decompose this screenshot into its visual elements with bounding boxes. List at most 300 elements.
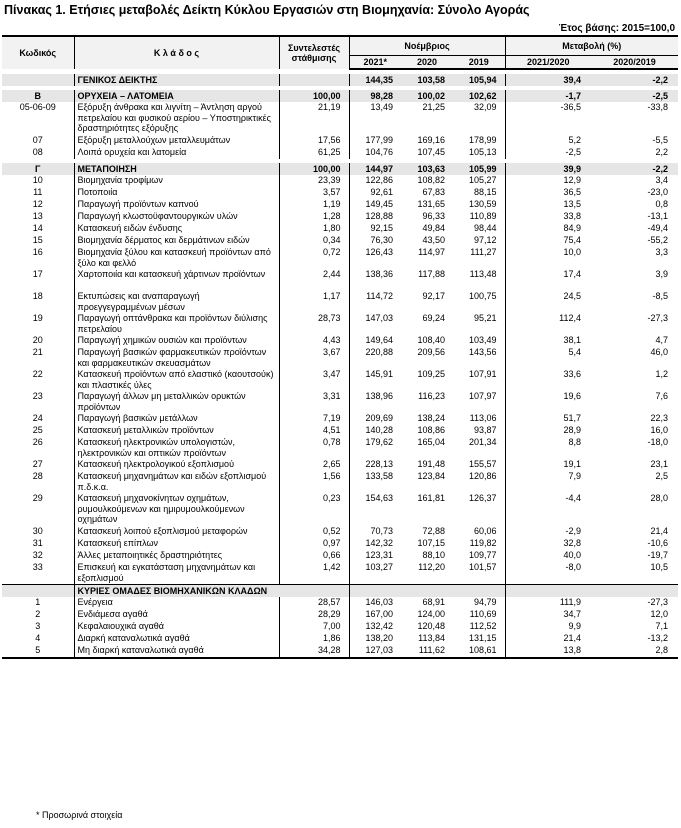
table-row	[2, 493, 678, 526]
row-weight	[279, 74, 349, 86]
row-value-2020: 103,58	[417, 74, 445, 85]
row-code: 08	[32, 147, 43, 157]
row-change-2020-2019: -23,0	[647, 187, 668, 197]
row-sector: Κατασκευή ηλεκτρολογικού εξοπλισμού	[74, 459, 279, 471]
row-value-2020: 114,97	[418, 247, 445, 257]
row-weight: 0,34	[279, 235, 349, 247]
turnover-index-table	[2, 35, 678, 659]
row-code: 24	[32, 413, 43, 423]
row-value-2020: 107,45	[417, 147, 445, 157]
row-value-2021: 144,35	[349, 74, 401, 86]
row-value-2020: 107,15	[417, 538, 445, 548]
row-value-2021: 140,28	[349, 425, 401, 437]
table-row	[2, 199, 678, 211]
row-code: 30	[32, 526, 43, 536]
table-row	[2, 621, 678, 633]
row-sector: Ενδιάμεσα αγαθά	[74, 609, 279, 621]
row-weight: 0,72	[279, 247, 349, 269]
row-sector: Εκτυπώσεις και αναπαραγωγή προεγγεγραμμένων μέσων	[74, 291, 279, 313]
row-change-2020-2019: -2,2	[652, 74, 668, 85]
row-value-2021: 138,96	[349, 391, 401, 413]
row-value-2021: 138,20	[349, 633, 401, 645]
row-value-2019: 102,62	[468, 90, 497, 101]
header-year-2019: 2019	[453, 56, 505, 70]
row-change-2020-2019: 3,4	[655, 175, 668, 185]
row-change-2021-2020: 111,9	[505, 597, 591, 609]
row-change-2020-2019: -19,7	[647, 550, 668, 560]
table-row	[2, 291, 678, 313]
row-value-2019: 201,34	[468, 437, 497, 447]
row-weight: 1,17	[279, 291, 349, 313]
row-value-2021: 123,31	[349, 550, 401, 562]
row-code: B	[34, 90, 41, 101]
row-change-2021-2020: 34,7	[505, 609, 591, 621]
row-change-2020-2019: -2,5	[652, 90, 668, 101]
row-sector: Κεφαλαιουχικά αγαθά	[74, 621, 279, 633]
row-change-2020-2019: 1,2	[655, 369, 668, 379]
row-value-2019: 113,06	[469, 413, 497, 423]
row-sector: Ενέργεια	[74, 597, 279, 609]
row-weight: 3,31	[279, 391, 349, 413]
row-weight: 0,78	[279, 437, 349, 459]
row-change-2020-2019: -27,3	[647, 313, 668, 323]
table-row	[2, 247, 678, 269]
row-sector: Παραγωγή άλλων μη μεταλλικών ορυκτών προϊόντων	[74, 391, 279, 413]
row-change-2021-2020: 38,1	[505, 335, 591, 347]
row-value-2020: 117,88	[418, 269, 445, 279]
row-value-2019: 111,27	[470, 247, 497, 257]
row-code: 27	[32, 459, 43, 469]
row-sector: ΟΡΥΧΕΙΑ – ΛΑΤΟΜΕΙΑ	[74, 90, 279, 102]
row-change-2020-2019: 23,1	[650, 459, 668, 469]
row-value-2020: 109,25	[417, 369, 445, 379]
header-change-2020-2019: 2020/2019	[591, 56, 678, 70]
row-value-2019: 130,59	[468, 199, 497, 209]
row-value-2021: 146,03	[349, 597, 401, 609]
row-change-2020-2019: -10,6	[647, 538, 668, 548]
row-value-2019: 178,99	[468, 135, 497, 145]
row-change-2020-2019: 10,5	[650, 562, 668, 572]
table-row	[2, 633, 678, 645]
row-sector: Εξόρυξη άνθρακα και λιγνίτη – Άντληση αργού πετρελαίου και φυσικού αερίου – Υποστηρικτικές δραστηριότητες εξόρυξης	[74, 102, 279, 135]
row-value-2019: 100,75	[468, 291, 497, 301]
row-weight: 34,28	[279, 645, 349, 658]
row-change-2020-2019: -5,5	[652, 135, 668, 145]
row-value-2019: 94,79	[473, 597, 497, 607]
row-sector: Παραγωγή προϊόντων καπνού	[74, 199, 279, 211]
row-weight: 0,66	[279, 550, 349, 562]
row-value-2019: 109,77	[468, 550, 497, 560]
row-change-2021-2020: 7,9	[505, 471, 591, 493]
row-change-2020-2019: -33,8	[647, 102, 668, 112]
row-code: 21	[32, 347, 43, 357]
row-value-2020: 169,16	[417, 135, 445, 145]
row-sector: Μη διαρκή καταναλωτικά αγαθά	[74, 645, 279, 658]
table-row	[2, 102, 678, 135]
row-sector: Ποτοποιία	[74, 187, 279, 199]
row-value-2021: 228,13	[349, 459, 401, 471]
row-change-2020-2019: 7,1	[655, 621, 668, 631]
row-weight: 28,29	[279, 609, 349, 621]
row-change-2020-2019: 2,5	[655, 471, 668, 481]
row-weight: 0,97	[279, 538, 349, 550]
row-change-2021-2020: 5,4	[505, 347, 591, 369]
row-value-2021: 127,03	[349, 645, 401, 658]
row-change-2020-2019: 28,0	[650, 493, 668, 503]
row-value-2021: 144,97	[349, 163, 401, 175]
row-value-2021: 154,63	[349, 493, 401, 526]
row-sector: ΜΕΤΑΠΟΙΗΣΗ	[74, 163, 279, 175]
row-value-2020: 138,24	[417, 413, 445, 423]
row-code: 32	[32, 550, 43, 560]
row-sector: Κατασκευή ηλεκτρονικών υπολογιστών, ηλεκτρονικών και οπτικών προϊόντων	[74, 437, 279, 459]
row-value-2021: 167,00	[349, 609, 401, 621]
table-row	[2, 609, 678, 621]
row-sector: Κατασκευή ειδών ένδυσης	[74, 223, 279, 235]
row-value-2020: 191,48	[417, 459, 445, 469]
row-weight: 100,00	[279, 90, 349, 102]
row-weight: 1,56	[279, 471, 349, 493]
row-sector: Παραγωγή κλωστοϋφαντουργικών υλών	[74, 211, 279, 223]
table-row	[2, 335, 678, 347]
row-change-2021-2020: 24,5	[505, 291, 591, 313]
row-change-2021-2020: -4,4	[505, 493, 591, 526]
table-row	[2, 597, 678, 609]
row-value-2021: 142,32	[349, 538, 401, 550]
row-code: 12	[32, 199, 43, 209]
table-row	[2, 235, 678, 247]
table-row	[2, 347, 678, 369]
manufacturing-section-row	[2, 163, 678, 175]
row-change-2020-2019: -2,2	[652, 163, 668, 174]
row-change-2021-2020: 19,6	[505, 391, 591, 413]
row-sector: Άλλες μεταποιητικές δραστηριότητες	[74, 550, 279, 562]
row-weight: 23,39	[279, 175, 349, 187]
row-code: 15	[32, 235, 43, 245]
row-change-2021-2020: 13,5	[505, 199, 591, 211]
row-value-2020: 112,20	[418, 562, 445, 572]
row-value-2020: 111,62	[401, 645, 453, 658]
row-value-2020: 21,25	[422, 102, 445, 112]
row-value-2020: 103,63	[417, 163, 445, 174]
row-value-2021: 98,28	[349, 90, 401, 102]
row-sector: Λοιπά ορυχεία και λατομεία	[74, 147, 279, 159]
row-value-2021: 149,64	[349, 335, 401, 347]
row-value-2020: 69,24	[422, 313, 445, 323]
row-value-2019: 105,99	[468, 163, 497, 174]
row-value-2021: 147,03	[349, 313, 401, 335]
general-index-row	[2, 74, 678, 86]
row-code: 28	[32, 471, 43, 481]
table-row	[2, 313, 678, 335]
row-value-2020: 120,48	[417, 621, 445, 631]
row-value-2020: 49,84	[422, 223, 445, 233]
row-value-2021: 122,86	[349, 175, 401, 187]
row-change-2020-2019: 22,3	[650, 413, 668, 423]
row-code: 23	[32, 391, 43, 401]
row-weight: 28,57	[279, 597, 349, 609]
row-value-2021: 126,43	[349, 247, 401, 269]
row-code: 26	[32, 437, 43, 447]
row-sector: Κατασκευή μεταλλικών προϊόντων	[74, 425, 279, 437]
row-change-2020-2019: -13,1	[647, 211, 668, 221]
row-sector: Παραγωγή βασικών μετάλλων	[74, 413, 279, 425]
row-value-2020: 72,88	[422, 526, 445, 536]
row-sector: ΓΕΝΙΚΟΣ ΔΕΙΚΤΗΣ	[74, 74, 279, 86]
row-change-2020-2019: 4,7	[655, 335, 668, 345]
header-weight-line2: στάθμισης	[291, 53, 337, 63]
row-value-2020: 92,17	[422, 291, 445, 301]
row-value-2021: 70,73	[349, 526, 401, 538]
row-code: 11	[33, 187, 43, 197]
row-change-2021-2020: 8,8	[505, 437, 591, 459]
row-sector: Παραγωγή βασικών φαρμακευτικών προϊόντων και φαρμακευτικών σκευασμάτων	[74, 347, 279, 369]
row-value-2019: 107,91	[468, 369, 497, 379]
row-value-2019: 103,49	[468, 335, 497, 345]
row-value-2019: 98,44	[473, 223, 497, 233]
row-weight: 21,19	[279, 102, 349, 135]
row-value-2019: 113,48	[469, 269, 497, 279]
row-sector: Βιομηχανία τροφίμων	[74, 175, 279, 187]
footnote: * Προσωρινά στοιχεία	[36, 810, 123, 820]
row-weight: 4,51	[279, 425, 349, 437]
row-code: 18	[32, 291, 43, 301]
row-change-2020-2019: 12,0	[650, 609, 668, 619]
manufacturing-rows	[2, 175, 678, 585]
row-sector: Κατασκευή προϊόντων από ελαστικό (καουτσούκ) και πλαστικές ύλες	[74, 369, 279, 391]
row-change-2021-2020: 9,9	[505, 621, 591, 633]
header-year-2020: 2020	[401, 56, 453, 70]
row-weight: 0,23	[279, 493, 349, 526]
row-value-2019: 105,13	[468, 147, 497, 157]
row-value-2020: 131,65	[417, 199, 445, 209]
header-month: Νοέμβριος	[349, 36, 505, 56]
row-change-2020-2019: 21,4	[650, 526, 668, 536]
table-row	[2, 526, 678, 538]
row-value-2020: 124,00	[417, 609, 445, 619]
row-code: 5	[2, 645, 74, 658]
row-value-2021: 103,27	[349, 562, 401, 585]
row-value-2019: 112,52	[469, 621, 497, 631]
row-sector: Παραγωγή οπτάνθρακα και προϊόντων διύλισης πετρελαίου	[74, 313, 279, 335]
row-value-2019: 95,21	[473, 313, 497, 323]
row-weight: 3,67	[279, 347, 349, 369]
row-sector: Παραγωγή χημικών ουσιών και προϊόντων	[74, 335, 279, 347]
table-row	[2, 562, 678, 585]
row-value-2021: 138,36	[349, 269, 401, 291]
row-change-2021-2020: 40,0	[505, 550, 591, 562]
row-sector: Κατασκευή επίπλων	[74, 538, 279, 550]
row-change-2020-2019: -27,3	[647, 597, 668, 607]
row-change-2020-2019: -18,0	[647, 437, 668, 447]
row-value-2021: 92,61	[349, 187, 401, 199]
table-row	[2, 391, 678, 413]
row-weight: 28,73	[279, 313, 349, 335]
table-row	[2, 269, 678, 291]
row-change-2020-2019: 3,9	[655, 269, 668, 279]
row-change-2021-2020: 10,0	[505, 247, 591, 269]
row-change-2020-2019: -55,2	[647, 235, 668, 245]
row-change-2020-2019: 16,0	[650, 425, 668, 435]
row-code: 3	[35, 621, 41, 631]
table-row	[2, 413, 678, 425]
row-value-2020: 67,83	[422, 187, 445, 197]
row-value-2021: 220,88	[349, 347, 401, 369]
header-change: Μεταβολή (%)	[505, 36, 678, 56]
row-change-2021-2020: 39,9	[505, 163, 591, 175]
row-change-2021-2020: 28,9	[505, 425, 591, 437]
mining-rows	[2, 102, 678, 159]
row-change-2020-2019: -49,4	[647, 223, 668, 233]
row-value-2020: 209,56	[417, 347, 445, 357]
row-value-2021: 149,45	[349, 199, 401, 211]
row-weight: 3,57	[279, 187, 349, 199]
row-code: 16	[32, 247, 43, 257]
group-rows	[2, 597, 678, 658]
row-code: 13	[32, 211, 43, 221]
row-sector: Διαρκή καταναλωτικά αγαθά	[74, 633, 279, 645]
row-weight: 3,47	[279, 369, 349, 391]
row-weight: 2,65	[279, 459, 349, 471]
row-weight: 1,42	[279, 562, 349, 585]
row-code: 20	[32, 335, 43, 345]
row-code	[2, 74, 74, 86]
table-row	[2, 147, 678, 159]
row-value-2020: 68,91	[422, 597, 445, 607]
row-code: 19	[32, 313, 43, 323]
row-value-2019: 131,15	[468, 633, 497, 643]
row-change-2020-2019: 0,8	[655, 199, 668, 209]
table-row	[2, 135, 678, 147]
row-value-2019: 110,89	[469, 211, 497, 221]
row-value-2020: 161,81	[417, 493, 445, 503]
row-value-2020: 108,40	[417, 335, 445, 345]
row-sector: Κατασκευή μηχανοκίνητων οχημάτων, ρυμουλκούμενων και ημιρυμουλκούμενων οχημάτων	[74, 493, 279, 526]
row-value-2021: 133,58	[349, 471, 401, 493]
row-value-2019: 126,37	[468, 493, 497, 503]
row-value-2019: 105,27	[468, 175, 497, 185]
row-value-2021: 145,91	[349, 369, 401, 391]
row-weight: 7,19	[279, 413, 349, 425]
row-value-2019: 110,69	[469, 609, 497, 619]
row-change-2021-2020: 75,4	[505, 235, 591, 247]
row-value-2021: 92,15	[349, 223, 401, 235]
row-weight: 17,56	[279, 135, 349, 147]
row-change-2021-2020: -36,5	[505, 102, 591, 135]
row-value-2019: 120,86	[468, 471, 497, 481]
row-code: 05-06-09	[19, 102, 56, 112]
header-weight-line1: Συντελεστές	[287, 42, 341, 53]
table-row	[2, 425, 678, 437]
row-value-2019: 107,97	[468, 391, 497, 401]
table-row	[2, 459, 678, 471]
row-value-2020: 108,86	[417, 425, 445, 435]
table-row	[2, 211, 678, 223]
row-change-2020-2019: 2,8	[591, 645, 678, 658]
table-row	[2, 223, 678, 235]
row-value-2021: 179,62	[349, 437, 401, 459]
row-code: 17	[32, 269, 43, 279]
row-change-2021-2020: 112,4	[505, 313, 591, 335]
row-change-2021-2020: 17,4	[505, 269, 591, 291]
row-change-2021-2020: 84,9	[505, 223, 591, 235]
row-change-2021-2020: 32,8	[505, 538, 591, 550]
row-value-2020: 96,33	[422, 211, 445, 221]
row-change-2021-2020: 36,5	[505, 187, 591, 199]
row-value-2021: 177,99	[349, 135, 401, 147]
row-code: 2	[35, 609, 41, 619]
base-year-note: Έτος βάσης: 2015=100,0	[558, 23, 675, 34]
row-change-2020-2019: 2,2	[655, 147, 668, 157]
row-value-2021: 128,88	[349, 211, 401, 223]
table-row	[2, 550, 678, 562]
row-weight: 1,28	[279, 211, 349, 223]
table-row	[2, 645, 678, 658]
row-value-2021: 104,76	[349, 147, 401, 159]
row-change-2021-2020: 5,2	[505, 135, 591, 147]
row-weight: 61,25	[279, 147, 349, 159]
mining-section-row	[2, 90, 678, 102]
row-weight: 2,44	[279, 269, 349, 291]
row-change-2020-2019: 3,3	[655, 247, 668, 257]
row-value-2019: 93,87	[473, 425, 497, 435]
table-row	[2, 187, 678, 199]
table-row	[2, 175, 678, 187]
row-weight: 1,86	[279, 633, 349, 645]
row-value-2019: 88,15	[473, 187, 497, 197]
row-value-2020: 165,04	[417, 437, 445, 447]
header-weight	[279, 36, 349, 69]
row-value-2020: 113,84	[418, 633, 445, 643]
row-value-2019: 60,06	[473, 526, 497, 536]
row-change-2020-2019: -13,2	[647, 633, 668, 643]
row-change-2020-2019: 7,6	[655, 391, 668, 401]
row-code: 4	[35, 633, 41, 643]
row-value-2020: 108,82	[417, 175, 445, 185]
row-change-2021-2020: -2,9	[505, 526, 591, 538]
row-change-2020-2019: -8,5	[652, 291, 668, 301]
row-value-2021: 114,72	[349, 291, 401, 313]
row-sector: Εξόρυξη μεταλλούχων μεταλλευμάτων	[74, 135, 279, 147]
row-value-2020: 88,10	[422, 550, 445, 560]
row-weight: 1,19	[279, 199, 349, 211]
header-code: Κωδικός	[2, 36, 74, 69]
row-weight: 4,43	[279, 335, 349, 347]
row-sector: Επισκευή και εγκατάσταση μηχανημάτων και εξοπλισμού	[74, 562, 279, 585]
row-value-2021: 209,69	[349, 413, 401, 425]
row-change-2021-2020: 33,6	[505, 369, 591, 391]
row-code: 10	[32, 175, 43, 185]
header-change-2021-2020: 2021/2020	[505, 56, 591, 70]
row-change-2021-2020: -1,7	[505, 90, 591, 102]
table-row	[2, 369, 678, 391]
row-value-2020: 100,02	[417, 90, 445, 101]
row-change-2021-2020: -2,5	[505, 147, 591, 159]
row-change-2021-2020: 12,9	[505, 175, 591, 187]
header-year-2021: 2021*	[349, 56, 401, 70]
row-value-2019: 97,12	[473, 235, 497, 245]
row-value-2021: 76,30	[349, 235, 401, 247]
header-sector: Κ λ ά δ ο ς	[74, 36, 279, 69]
row-value-2021: 132,42	[349, 621, 401, 633]
row-change-2020-2019: 46,0	[650, 347, 668, 357]
groups-title: ΚΥΡΙΕΣ ΟΜΑΔΕΣ ΒΙΟΜΗΧΑΝΙΚΩΝ ΚΛΑΔΩΝ	[74, 585, 349, 598]
row-change-2021-2020: 39,4	[505, 74, 591, 86]
row-sector: Κατασκευή λοιπού εξοπλισμού μεταφορών	[74, 526, 279, 538]
row-value-2020: 123,84	[417, 471, 445, 481]
row-code: 31	[32, 538, 43, 548]
row-value-2019: 105,94	[468, 74, 497, 85]
